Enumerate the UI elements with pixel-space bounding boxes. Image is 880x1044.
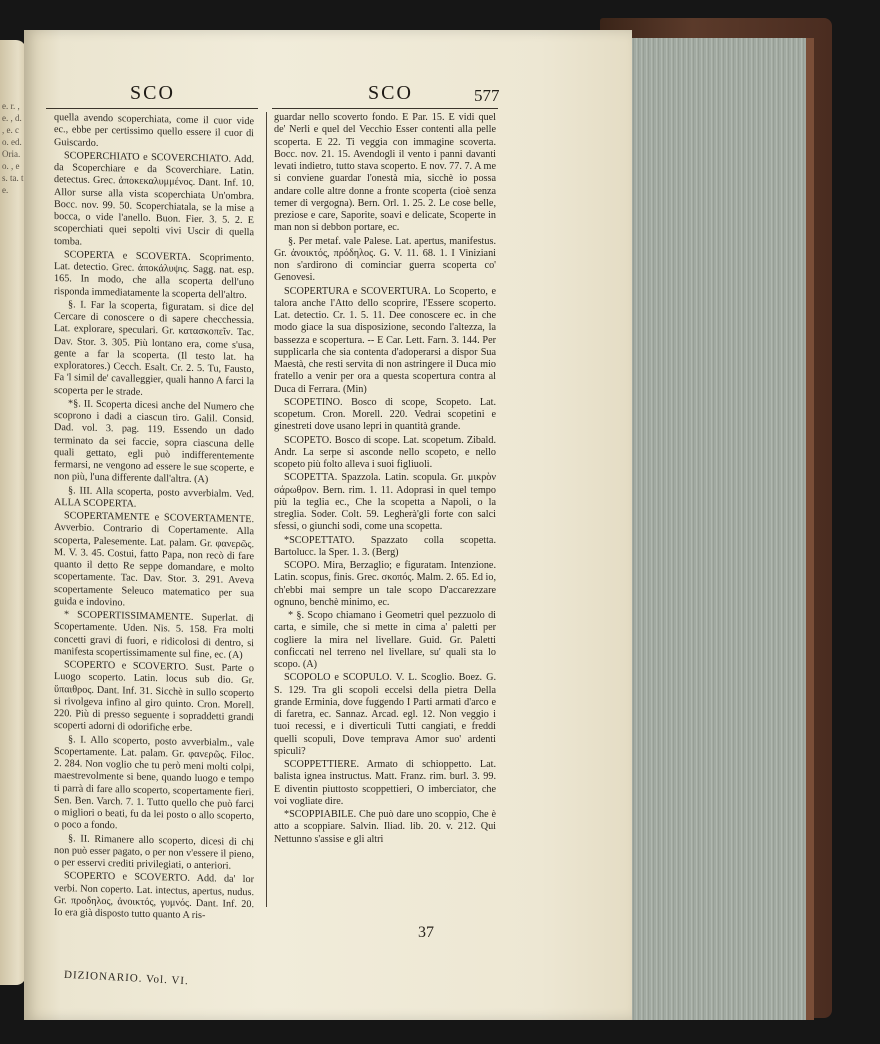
dictionary-entry: SCOPERCHIATO e SCOVERCHIATO. Add. da Scoperchiare e da Scoverchiare. Latin. detectus. Grec. ἀποκεκαλυμμένος. Dant. Inf. 10. Allor surse alla vista scoperchiata Un'ombra. Bocc. nov. 99. 50. Scoperchiatala, se la mise a bocca, o vide l'anello. Buon. Fier. 3. 5. 2. E scoperchiati quei sepolti vivi Uscir di quella tomba. [54, 149, 254, 248]
dictionary-entry: *SCOPPIABILE. Che può dare uno scoppio, Che è atto a scoppiare. Salvin. Iliad. lib. 20. v. 212. Qui Nettunno s'assise e gli altri [274, 809, 496, 845]
entry-continuation: guardar nello scoverto fondo. E Par. 15. E vidi quel de' Nerli e quel del Vecchio Esser contenti alla pelle scoperta. E 22. Ti veggia con immagine scoverta. Bocc. nov. 21. 15. Avendogli il vento i panni davanti levati indietro, tutto stava scoperto. E nov. 77. 7. A me si conviene guardar l'onestà mia, sicchè io possa andare colle altre donne a fronte scoperta (cioè senza temer di vergogna). Bern. Orl. 1. 25. 2. Le cose belle, preziose e care, Saporite, soavi e delicate, Scoperte in man non si debbon portare, ec. [274, 112, 496, 234]
dictionary-entry: SCOPERTO e SCOVERTO. Add. da' lor verbi. Non coperto. Lat. intectus, apertus, nudus. Gr. προδηλος, ἀνοικτός, γυμνός. Dant. Inf. 20. Io era già disposto tutto quanto A ris- [54, 870, 254, 922]
previous-page-edge [0, 40, 26, 985]
dictionary-entry: SCOPOLO e SCOPULO. V. L. Scoglio. Boez. G. S. 129. Tra gli scopoli eccelsi della pietra Della grande Erminia, dove fuggendo I Parti armati d'arco e di faretra, ec. Sannaz. Arcad. egl. 12. Non veggio i tuoi recessi, e i diverticuli Tutti cangiati, e freddi quelli scopuli, Dove temprava Amor suo' ardenti spiculi? [274, 672, 496, 757]
entry-continuation: quella avendo scoperchiata, come il cuor vide ec., ebbe per certissimo quello essere il cuor di Guiscardo. [54, 112, 254, 149]
dictionary-entry: SCOPO. Mira, Berzaglio; e figuratam. Intenzione. Latin. scopus, finis. Grec. σκοπός. Malm. 2. 65. Ed io, ch'ebbi mai sempre un tale scopo D'accarezzare ognuno, benchè minimo, ec. [274, 560, 496, 608]
header-rule-right [272, 108, 498, 109]
dictionary-entry: SCOPETTA. Spazzola. Latin. scopula. Gr. μικρὸν σάρωθρον. Bern. rim. 1. 11. Adoprasi in quel tempo più la teglia ec., Che la scopetta a Napoli, o la streglia. Soder. Colt. 59. Legherà'gli forte con salci sfessi, o giunchi sodi, come una scopetta. [274, 472, 496, 533]
dictionary-subentry: *§. II. Scoperta dicesi anche del Numero che scoprono i dadi a ciascun tiro. Galil. Consid. Dad. vol. 3. pag. 119. Essendo un dado terminato da sei faccie, sopra ciascuna delle quali gettato, egli può indifferentemente fermarsi, ne vengono ad essere le sue scoperte, e non più, l'una differente dall'altra. (A) [54, 398, 254, 486]
dictionary-subentry: §. I. Allo scoperto, posto avverbialm., vale Scopertamente. Lat. palam. Gr. φανερῶς. Filoc. 2. 284. Non voglio che tu però meni molti colpi, maestrevolmente si bene, quando luogo e tempo ti parrà di fare allo scoperto, scopertamente fieri. Sen. Ben. Varch. 7. 1. Tutto quello che può farci o migliori o beati, fu da lei posto o allo scoperto, o poco a fondo. [54, 733, 254, 832]
page-block-edges [628, 38, 806, 1020]
dictionary-entry: *SCOPETTATO. Spazzato colla scopetta. Bartolucc. la Sper. 1. 3. (Berg) [274, 534, 496, 558]
dictionary-entry: * SCOPERTISSIMAMENTE. Superlat. di Scopertamente. Uden. Nis. 5. 158. Fra molti concetti gravi di fuori, e ridicolosi di dentro, si manifesta scopertissimamente sul fine, ec. (A) [54, 609, 254, 661]
dictionary-entry: SCOPETO. Bosco di scope. Lat. scopetum. Zibald. Andr. La serpe si asconde nello scopeto, e nello scopeto più folto alleva i suoi figliuoli. [274, 434, 496, 470]
dictionary-entry: SCOPPETTIERE. Armato di schioppetto. Lat. balista ignea instructus. Matt. Franz. rim. burl. 3. 99. E diventin piuttosto scoppettieri, O imberciator, che voi vogliate dire. [274, 759, 496, 807]
dictionary-subentry: * §. Scopo chiamano i Geometri quel pezzuolo di carta, e simile, che si mette in cima a' paletti per cogliere la mira nel livellare. Guid. Gr. Paletti conficcati nel terreno nel livellare, su' quali sta lo scopo. (A) [274, 610, 496, 670]
previous-page-text: e. r. , e. , d. , e. co. ed. Oria. o. , es. ta. te. [2, 101, 24, 195]
right-column [274, 112, 496, 922]
running-head-left: SCO [130, 82, 175, 104]
dictionary-subentry: §. III. Alla scoperta, posto avverbialm. Ved. ALLA SCOPERTA. [54, 484, 254, 510]
page-number: 577 [474, 86, 500, 105]
signature-line: DIZIONARIO. Vol. VI. [63, 968, 190, 988]
left-column [54, 112, 254, 924]
dictionary-subentry: §. II. Rimanere allo scoperto, dicesi di chi non può esser pagato, o per non v'essere il pieno, o per esservi crediti privilegiati, o anteriori. [54, 832, 254, 872]
dictionary-entry: SCOPERTAMENTE e SCOVERTAMENTE. Avverbio. Contrario di Copertamente. Alla scoperta, Palesemente. Lat. palam. Gr. φανερῶς. M. V. 3. 45. Costui, fatto Papa, non recò di fare quanto il detto Re seppe domandare, e molto scopertamente. Tac. Dav. Stor. 3. 291. Aveva scopertamente Seleuco matematico per sua guida e indovino. [54, 510, 254, 609]
dictionary-entry: SCOPERTA e SCOVERTA. Scoprimento. Lat. detectio. Grec. ἀποκάλυψις. Sagg. nat. esp. 165. In modo, che alla scoperta dell'uno risponda immediatamente la scoperta dell'altro. [54, 248, 254, 301]
header-rule-left [46, 108, 258, 109]
dictionary-entry: SCOPERTO e SCOVERTO. Sust. Parte o Luogo scoperto. Latin. locus sub dio. Gr. ὕπαιθρος. Dant. Inf. 31. Sicchè in sullo scoperto si rivolgeva infino al giro quinto. Cron. Morell. 220. Più di presso seguente i sopraddetti grandi scoperti adorni di odorifiche erbe. [54, 659, 254, 735]
signature-mark: 37 [418, 924, 434, 941]
running-head-right: SCO [368, 82, 413, 104]
column-divider [266, 112, 267, 907]
dictionary-entry: SCOPETINO. Bosco di scope, Scopeto. Lat. scopetum. Cron. Morell. 220. Vedrai scopetini e ginestreti dove usano lepri in quantità grande. [274, 396, 496, 433]
dictionary-entry: SCOPERTURA e SCOVERTURA. Lo Scoperto, e talora anche l'Atto dello scoprire, l'Essere scoperto. Lat. detectio. Cr. 1. 5. 11. Dee conoscere ec. in che modo giace la sua disposizione, secondo l'altezza, la bassezza e scopertura. -- E Car. Lett. Farn. 3. 144. Per supplicarla che sia contenta d'adoperarsi a dispor Sua Maestà, che resti servita di non astringere il Duca mio fratello a venir per ora a questa scopertura contra al Duca di Ferrara. (Min) [274, 285, 496, 395]
dictionary-subentry: §. I. Far la scoperta, figuratam. si dice del Cercare di conoscere o di sapere checchessia. Lat. explorare, speculari. Gr. κατασκοπεῖν. Tac. Dav. Stor. 3. 305. Più lontano era, come s'usa, gente a far la scoperta. (Il testo lat. ha exploratores.) Cecch. Esalt. Cr. 2. 5. Tu, Fausto, Fa 'l simil de' cavalleggier, quali hanno A farci la scoperta per le strade. [54, 299, 254, 398]
dictionary-subentry: §. Per metaf. vale Palese. Lat. apertus, manifestus. Gr. ἀνοικτός, πρόδηλος. G. V. 11. 68. 1. I Viniziani non s'ardirono di cominciar guerra scoperta co' Genovesi. [274, 235, 496, 284]
